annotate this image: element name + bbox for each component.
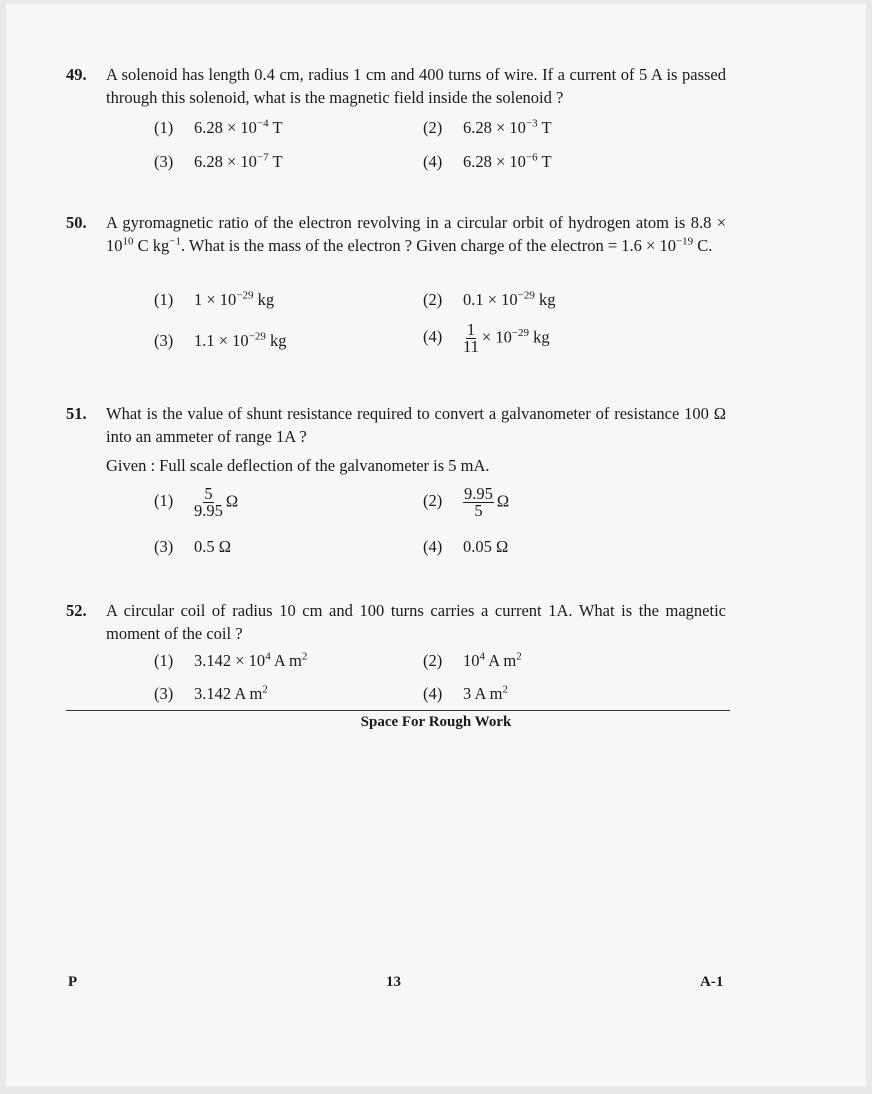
option-49-1: (1) $6.28 \times 10^{-4}$ T — [154, 117, 283, 137]
question-number: 50. — [66, 213, 87, 232]
exam-page — [6, 4, 866, 1086]
question-text: What is the value of shunt resistance required to convert a galvanometer of resistance 100 Ω into an ammeter of range 1A ? — [106, 404, 726, 446]
option-51-1: (1) $\frac{5}{9.95}$ Ω — [154, 484, 239, 520]
question-given: Given : Full scale deflection of the galvanometer is 5 mA. — [106, 456, 490, 475]
fraction: $\frac{9.95}{5}$ — [464, 484, 493, 520]
option-50-1: (1) $1 \times 10^{-29}$ kg — [154, 289, 275, 309]
footer-right: A-1 — [700, 974, 724, 990]
question-49 — [66, 63, 726, 109]
question-number: 52. — [66, 601, 87, 620]
option-50-2: (2) $0.1 \times 10^{-29}$ kg — [423, 289, 556, 309]
option-52-4: (4) 3 A $m^2$ — [423, 683, 508, 703]
option-52-3: (3) 3.142 A $m^2$ — [154, 683, 268, 703]
option-50-3: (3) $1.1 \times 10^{-29}$ kg — [154, 330, 287, 350]
fraction: $\frac{1}{11}$ — [463, 320, 479, 356]
option-52-2: (2) $10^4$ A $m^2$ — [423, 650, 522, 670]
fraction: $\frac{5}{9.95}$ — [194, 484, 223, 520]
question-number: 49. — [66, 65, 87, 84]
option-51-4: (4) 0.05 Ω — [423, 537, 509, 556]
option-50-4: (4) $\frac{1}{11}$ × $10^{-29}$ kg — [423, 320, 550, 356]
footer-left: P — [68, 974, 78, 990]
option-51-2: (2) $\frac{9.95}{5}$ Ω — [423, 484, 510, 520]
page-number: 13 — [386, 974, 401, 990]
question-text: A gyromagnetic ratio of the electron revolving in a circular orbit of hydrogen atom is $8.8 \times 10^{10}$ C $kg^{-1}$. What is the mass of the electron ? Given charge of the electron = $1.6 \times 10^{-19}$ C. — [106, 213, 726, 255]
option-52-1: (1) $3.142 \times 10^4$ A $m^2$ — [154, 650, 308, 670]
rough-work-heading: Space For Rough Work — [360, 714, 512, 730]
question-52 — [66, 599, 726, 645]
question-number: 51. — [66, 404, 87, 423]
question-text: A solenoid has length 0.4 cm, radius 1 cm and 400 turns of wire. If a current of 5 A is passed through this solenoid, what is the magnetic field inside the solenoid ? — [106, 65, 726, 107]
question-text: A circular coil of radius 10 cm and 100 turns carries a current 1A. What is the magnetic moment of the coil ? — [106, 601, 726, 643]
option-49-2: (2) $6.28 \times 10^{-3}$ T — [423, 117, 552, 137]
question-51 — [66, 402, 726, 477]
option-49-3: (3) $6.28 \times 10^{-7}$ T — [154, 151, 283, 171]
divider — [66, 710, 730, 711]
option-51-3: (3) 0.5 Ω — [154, 537, 232, 556]
question-50 — [66, 211, 726, 257]
option-49-4: (4) $6.28 \times 10^{-6}$ T — [423, 151, 552, 171]
